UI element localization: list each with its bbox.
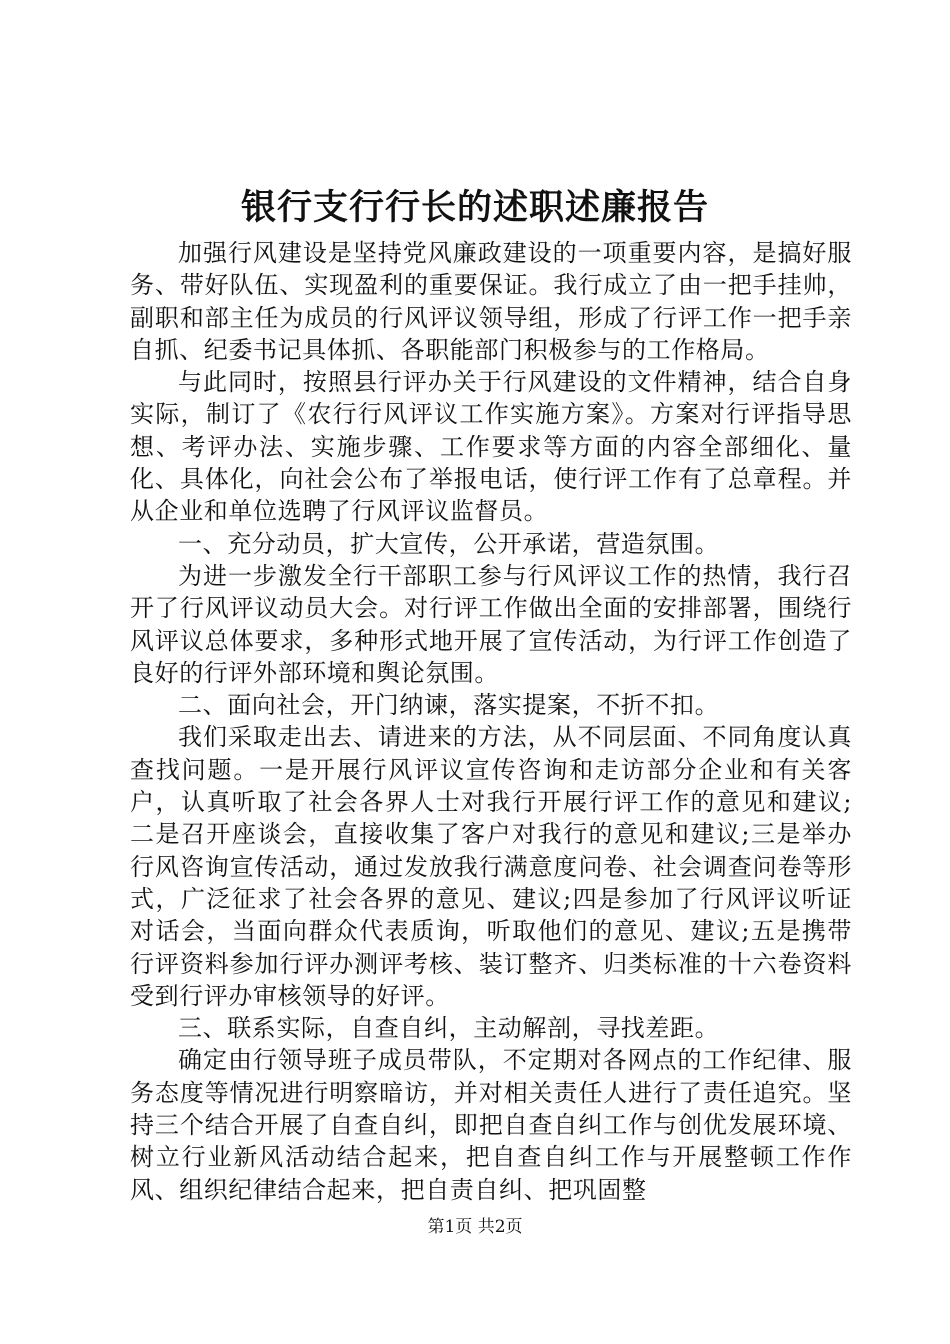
section-heading-1: 一、充分动员，扩大宣传，公开承诺，营造氛围。 [178,529,720,558]
document-title: 银行支行行长的述职述廉报告 [240,187,709,228]
page-number-footer: 第1页 共2页 [427,1217,523,1237]
paragraph-3: 为进一步激发全行干部职工参与行风评议工作的热情，我行召开了行风评议动员大会。对行评工作做出全面的安排部署，围绕行风评议总体要求，多种形式地开展了宣传活动，为行评工作创造了良好的行评外部环境和舆论氛围。 [130,561,852,687]
section-heading-2: 二、面向社会，开门纳谏，落实提案，不折不扣。 [178,691,720,720]
section-heading-3: 三、联系实际，自查自纠，主动解剖，寻找差距。 [178,1014,720,1043]
paragraph-2: 与此同时，按照县行评办关于行风建设的文件精神，结合自身实际，制订了《农行行风评议工作实施方案》。方案对行评指导思想、考评办法、实施步骤、工作要求等方面的内容全部细化、量化、具体化，向社会公布了举报电话，使行评工作有了总章程。并从企业和单位选聘了行风评议监督员。 [130,368,852,526]
paragraph-1: 加强行风建设是坚持党风廉政建设的一项重要内容，是搞好服务、带好队伍、实现盈利的重要保证。我行成立了由一把手挂帅，副职和部主任为成员的行风评议领导组，形成了行评工作一把手亲自抓、纪委书记具体抓、各职能部门积极参与的工作格局。 [130,239,852,364]
document-body [130,237,852,1206]
paragraph-4: 我们采取走出去、请进来的方法，从不同层面、不同角度认真查找问题。一是开展行风评议宣传咨询和走访部分企业和有关客户，认真听取了社会各界人士对我行开展行评工作的意见和建议;二是召开座谈会，直接收集了客户对我行的意见和建议;三是举办行风咨询宣传活动，通过发放我行满意度问卷、社会调查问卷等形式，广泛征求了社会各界的意见、建议;四是参加了行风评议听证对话会，当面向群众代表质询，听取他们的意见、建议;五是携带行评资料参加行评办测评考核、装订整齐、归类标准的十六卷资料受到行评办审核领导的好评。 [130,723,852,1010]
paragraph-5: 确定由行领导班子成员带队，不定期对各网点的工作纪律、服务态度等情况进行明察暗访，并对相关责任人进行了责任追究。坚持三个结合开展了自查自纠，即把自查自纠工作与创优发展环境、树立行业新风活动结合起来，把自查自纠工作与开展整顿工作作风、组织纪律结合起来，把自责自纠、把巩固整 [130,1046,852,1204]
